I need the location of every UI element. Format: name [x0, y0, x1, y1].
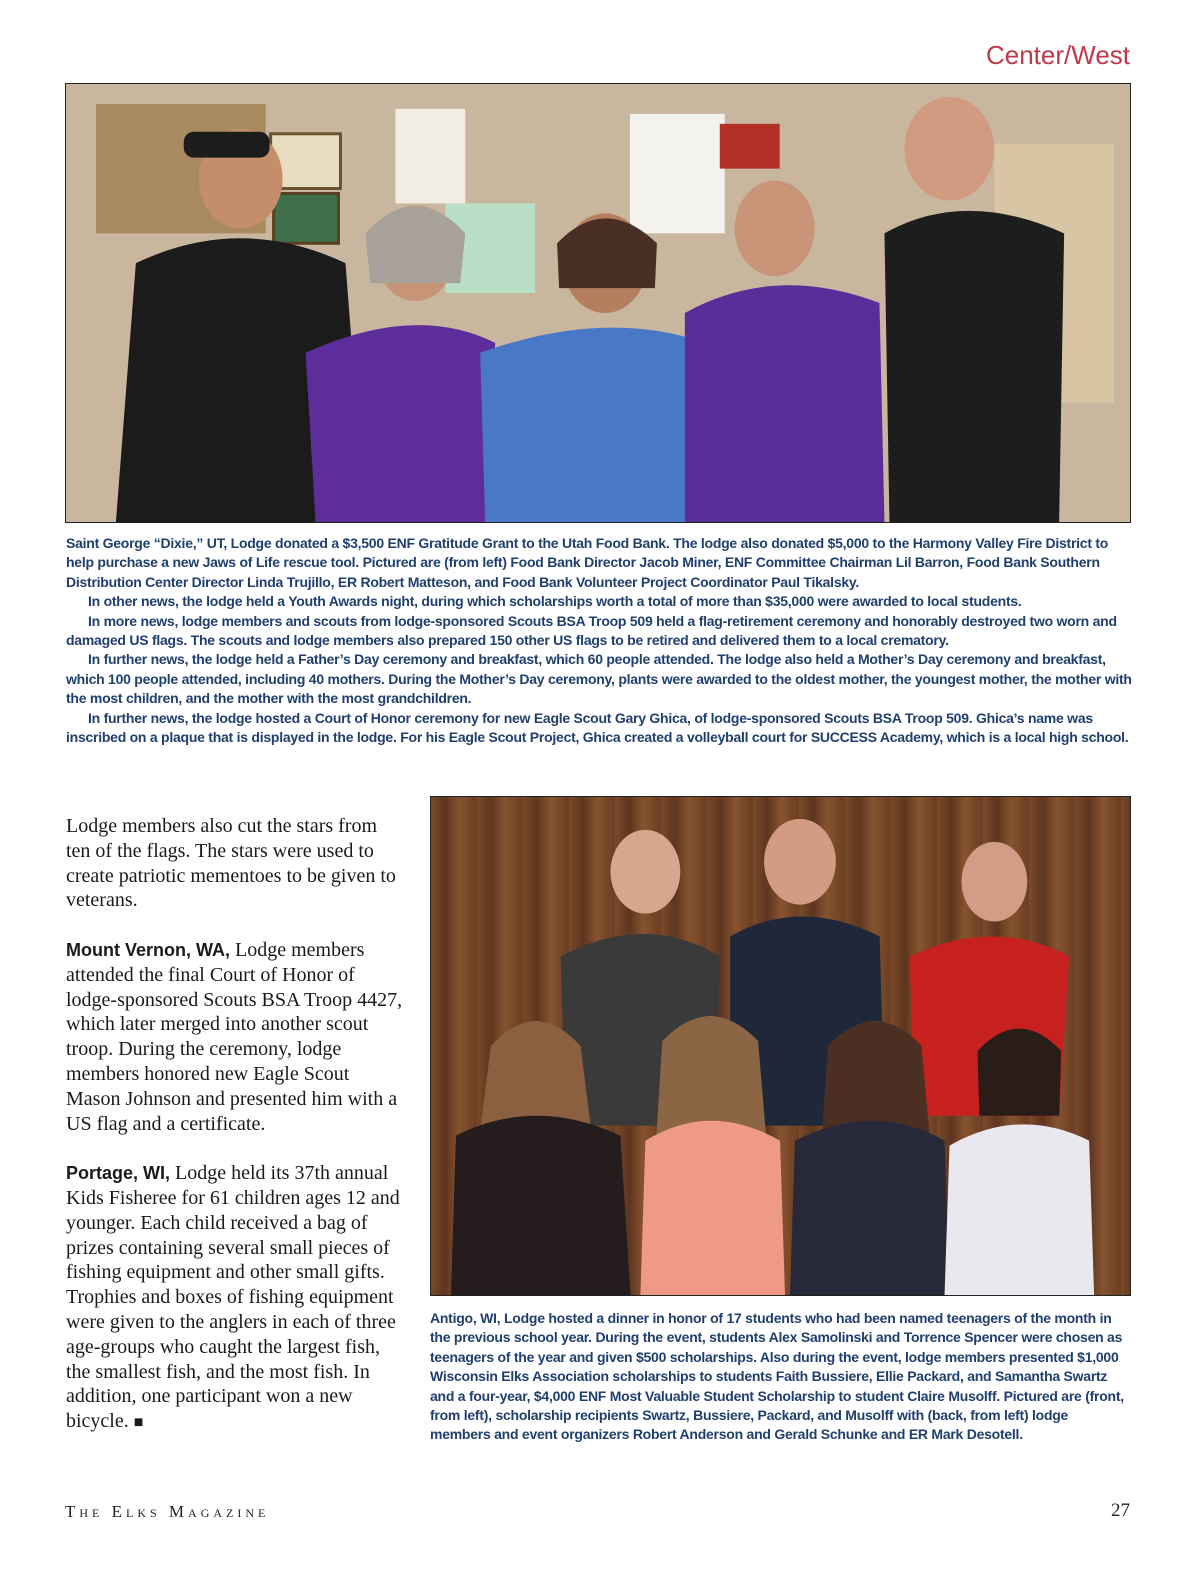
- portage-text: Lodge held its 37th annual Kids Fisheree for 61 children ages 12 and younger. Each child received a bag of prizes containing several small pieces of fishing equipment and other small gifts. Trophies and boxes of fishing equipment were given to the anglers in each of three age-groups who caught the largest fish, the smallest fish, and the most fish. In addition, one participant won a new bicycle.: [66, 1162, 400, 1433]
- page-number: 27: [1111, 1500, 1130, 1521]
- top-photo-illustration: [66, 84, 1130, 522]
- caption-paragraph: In more news, lodge members and scouts from lodge-sponsored Scouts BSA Troop 509 held a flag-retirement ceremony and honorably destroyed two worn and damaged US flags. The scouts and lodge members also prepared 150 other US flags to be retired and delivered them to a local crematory.: [66, 612, 1117, 649]
- end-mark: ■: [133, 1414, 144, 1432]
- antigo-caption-text: Lodge hosted a dinner in honor of 17 students who had been named teenagers of the month in the previous school year. During the event, students Alex Samolinski and Torrence Spencer were chosen as teenagers of the year and given $500 scholarships. Also during the event, lodge members presented $1,000 Wisconsin Elks Association scholarships to students Faith Bussiere, Ellie Packard, and Samantha Swartz and a four-year, $4,000 ENF Most Valuable Student Scholarship to student Claire Musolff. Pictured are (front, from left), scholarship recipients Swartz, Bussiere, Packard, and Musolff with (back, from left) lodge members and event organizers Robert Anderson and Gerald Schunke and ER Mark Desotell.: [430, 1310, 1124, 1443]
- place-name-mount-vernon: Mount Vernon, WA,: [66, 939, 230, 960]
- mount-vernon-text: Lodge members attended the final Court of Honor of lodge-sponsored Scouts BSA Troop 4427, which later merged into another scout troop. During the ceremony, lodge members honored new Eagle Scout Mason Johnson and presented him with a US flag and a certificate.: [66, 938, 403, 1135]
- bottom-photo-illustration: [431, 797, 1130, 1295]
- body-paragraph-mount-vernon: [66, 938, 406, 1136]
- article-body-column: [66, 814, 406, 1461]
- caption-paragraph: In further news, the lodge held a Father’s Day ceremony and breakfast, which 60 people attended. The lodge also held a Mother’s Day ceremony and breakfast, which 100 people attended, including 40 mothers. During the Mother’s Day ceremony, plants were awarded to the oldest mother, the youngest mother, the mother with the most children, and the mother with the most grandchildren.: [66, 651, 1132, 707]
- caption-paragraph: In other news, the lodge held a Youth Awards night, during which scholarships worth a total of more than $35,000 were awarded to local students.: [88, 593, 1022, 610]
- body-paragraph-intro: Lodge members also cut the stars from ten of the flags. The stars were used to create patriotic mementoes to be given to veterans.: [66, 815, 396, 912]
- top-group-photo: [65, 83, 1131, 523]
- section-label: Center/West: [985, 40, 1130, 70]
- body-paragraph-portage: [66, 1161, 406, 1436]
- bottom-photo-caption: [430, 1309, 1132, 1445]
- caption-place-antigo: Antigo, WI,: [430, 1310, 501, 1326]
- magazine-title: The Elks Magazine: [65, 1502, 270, 1521]
- caption-paragraph: In further news, the lodge hosted a Court of Honor ceremony for new Eagle Scout Gary Ghica, of lodge-sponsored Scouts BSA Troop 509. Ghica’s name was inscribed on a plaque that is displayed in the lodge. For his Eagle Scout Project, Ghica created a volleyball court for SUCCESS Academy, which is a local high school.: [66, 709, 1129, 746]
- caption-lead-text: Lodge donated a $3,500 ENF Gratitude Grant to the Utah Food Bank. The lodge also donated $5,000 to the Harmony Valley Fire District to help purchase a new Jaws of Life rescue tool. Pictured are (from left) Food Bank Director Jacob Miner, ENF Committee Chairman Lil Barron, Food Bank Southern Distribution Center Director Linda Trujillo, ER Robert Matteson, and Food Bank Volunteer Project Coordinator Paul Tikalsky.: [66, 535, 1109, 590]
- caption-place-saint-george: Saint George “Dixie,” UT,: [66, 535, 228, 551]
- bottom-group-photo: [430, 796, 1131, 1296]
- place-name-portage: Portage, WI,: [66, 1163, 171, 1184]
- top-photo-caption: [66, 534, 1132, 747]
